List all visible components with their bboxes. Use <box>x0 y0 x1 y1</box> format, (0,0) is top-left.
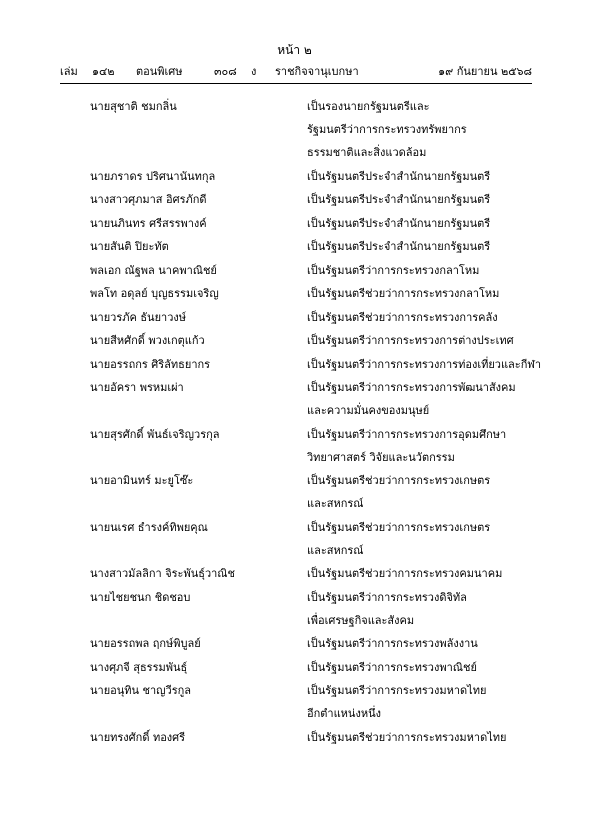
position-line: และความมั่นคงของมนุษย์ <box>307 404 430 417</box>
minister-name: นางสาวมัลลิกา จิระพันธุ์วาณิช <box>90 567 235 580</box>
position-line: เป็นรัฐมนตรีว่าการกระทรวงการต่างประเทศ <box>307 334 514 347</box>
position-line: เป็นรัฐมนตรีช่วยว่าการกระทรวงคมนาคม <box>307 567 503 580</box>
minister-name: พลโท อดุลย์ บุญธรรมเจริญ <box>90 287 219 300</box>
minister-name: นายสุรศักดิ์ พันธ์เจริญวรกุล <box>90 427 220 441</box>
position-line: เป็นรัฐมนตรีประจำสำนักนายกรัฐมนตรี <box>307 193 491 206</box>
appointment-entry <box>0 656 589 679</box>
minister-name: นายสุชาติ ชมกลิ่น <box>90 100 177 113</box>
appointment-entry <box>0 165 589 188</box>
position-block <box>307 212 547 235</box>
minister-name: พลเอก ณัฐพล นาคพาณิชย์ <box>90 263 217 277</box>
appointment-entry <box>0 329 589 352</box>
appointment-entry <box>0 188 589 211</box>
position-line: เป็นรัฐมนตรีช่วยว่าการกระทรวงมหาดไทย <box>307 730 507 744</box>
position-block <box>307 562 547 585</box>
issue-number: ๓๐๘ <box>214 65 237 78</box>
position-line: เป็นรัฐมนตรีว่าการกระทรวงมหาดไทย <box>307 684 487 697</box>
appointment-entry <box>0 353 589 376</box>
publication-date: ๑๙ กันยายน ๒๕๖๘ <box>438 65 532 78</box>
appointment-entry <box>0 212 589 235</box>
position-block <box>307 329 547 352</box>
minister-name: นายทรงศักดิ์ ทองศรี <box>90 730 186 744</box>
minister-name: นายนภินทร ศรีสรรพางค์ <box>90 216 207 230</box>
appointment-entry <box>0 259 589 282</box>
position-block <box>307 656 547 679</box>
position-block <box>307 306 547 329</box>
position-line: เป็นรัฐมนตรีว่าการกระทรวงการพัฒนาสังคม <box>307 381 516 394</box>
position-line: เป็นรัฐมนตรีช่วยว่าการกระทรวงการคลัง <box>307 310 498 324</box>
minister-name: นายอนุทิน ชาญวีรกูล <box>90 684 192 697</box>
minister-name: นายสันติ ปิยะทัต <box>90 240 169 253</box>
appointment-entry <box>0 376 589 422</box>
gazette-title: ราชกิจจานุเบกษา <box>275 65 359 78</box>
position-block <box>307 259 547 282</box>
position-block <box>307 282 547 305</box>
minister-name: นายอรรถพล ฤกษ์พิบูลย์ <box>90 637 201 650</box>
minister-name: นายภราดร ปริศนานันทกุล <box>90 169 216 183</box>
position-line: เป็นรัฐมนตรีว่าการกระทรวงการอุดมศึกษา <box>307 427 507 441</box>
minister-name: นายสีหศักดิ์ พวงเกตุแก้ว <box>90 334 205 347</box>
position-block <box>307 188 547 211</box>
page-number: หน้า ๒ <box>277 43 312 57</box>
volume-label: เล่ม <box>60 65 78 78</box>
position-line: เป็นรัฐมนตรีว่าการกระทรวงพลังงาน <box>307 637 478 650</box>
minister-name: นายอรรถกร ศิริลัทธยากร <box>90 357 211 371</box>
position-line: เป็นรองนายกรัฐมนตรีและ <box>307 100 430 113</box>
position-block <box>307 469 547 515</box>
position-line: รัฐมนตรีว่าการกระทรวงทรัพยากร <box>307 123 467 136</box>
minister-name: นายอามินทร์ มะยูโซ๊ะ <box>90 474 194 487</box>
position-line: เป็นรัฐมนตรีประจำสำนักนายกรัฐมนตรี <box>307 169 491 183</box>
appointment-entry <box>0 679 589 725</box>
position-block <box>307 376 547 422</box>
appointment-entry <box>0 306 589 329</box>
position-line: เป็นรัฐมนตรีช่วยว่าการกระทรวงเกษตร <box>307 520 491 534</box>
position-line: เป็นรัฐมนตรีว่าการกระทรวงกลาโหม <box>307 263 480 277</box>
appointment-list <box>0 95 589 749</box>
appointment-entry <box>0 95 589 164</box>
appointment-entry <box>0 726 589 749</box>
position-block <box>307 95 547 164</box>
section-letter: ง <box>251 65 257 78</box>
header-divider <box>60 83 532 84</box>
minister-name: นายอัครา พรหมเผ่า <box>90 381 184 394</box>
position-block <box>307 586 547 632</box>
appointment-entry <box>0 282 589 305</box>
appointment-entry <box>0 632 589 655</box>
position-block <box>307 353 547 376</box>
appointment-entry <box>0 423 589 469</box>
position-block <box>307 165 547 188</box>
position-line: เป็นรัฐมนตรีช่วยว่าการกระทรวงเกษตร <box>307 474 491 487</box>
gazette-header <box>60 63 532 81</box>
appointment-entry <box>0 562 589 585</box>
minister-name: นายวรภัค ธันยาวงษ์ <box>90 310 186 324</box>
position-line: เป็นรัฐมนตรีช่วยว่าการกระทรวงกลาโหม <box>307 287 500 300</box>
position-block <box>307 235 547 258</box>
volume-number: ๑๔๒ <box>92 65 115 78</box>
position-line: และสหกรณ์ <box>307 543 364 557</box>
position-line: เป็นรัฐมนตรีว่าการกระทรวงพาณิชย์ <box>307 660 477 674</box>
position-block <box>307 679 547 725</box>
position-line: เป็นรัฐมนตรีว่าการกระทรวงดิจิทัล <box>307 590 467 604</box>
position-line: เป็นรัฐมนตรีประจำสำนักนายกรัฐมนตรี <box>307 240 491 253</box>
minister-name: นายไชยชนก ชิดชอบ <box>90 590 191 604</box>
position-block <box>307 516 547 562</box>
position-line: อีกตำแหน่งหนึ่ง <box>307 707 381 720</box>
position-line: เป็นรัฐมนตรีประจำสำนักนายกรัฐมนตรี <box>307 216 491 230</box>
position-line: เป็นรัฐมนตรีว่าการกระทรวงการท่องเที่ยวและกีฬา <box>307 357 542 371</box>
appointment-entry <box>0 586 589 632</box>
position-line: และสหกรณ์ <box>307 497 364 510</box>
position-block <box>307 423 547 469</box>
position-block <box>307 726 547 749</box>
appointment-entry <box>0 469 589 515</box>
issue-label: ตอนพิเศษ <box>136 65 183 78</box>
minister-name: นายนเรศ ธำรงค์ทิพยคุณ <box>90 520 208 534</box>
position-line: เพื่อเศรษฐกิจและสังคม <box>307 613 415 627</box>
appointment-entry <box>0 235 589 258</box>
position-line: ธรรมชาติและสิ่งแวดล้อม <box>307 146 427 159</box>
minister-name: นางสาวศุภมาส อิศรภักดี <box>90 193 207 206</box>
position-block <box>307 632 547 655</box>
appointment-entry <box>0 516 589 562</box>
minister-name: นางศุภจี สุธรรมพันธุ์ <box>90 660 188 674</box>
position-line: วิทยาศาสตร์ วิจัยและนวัตกรรม <box>307 450 455 464</box>
